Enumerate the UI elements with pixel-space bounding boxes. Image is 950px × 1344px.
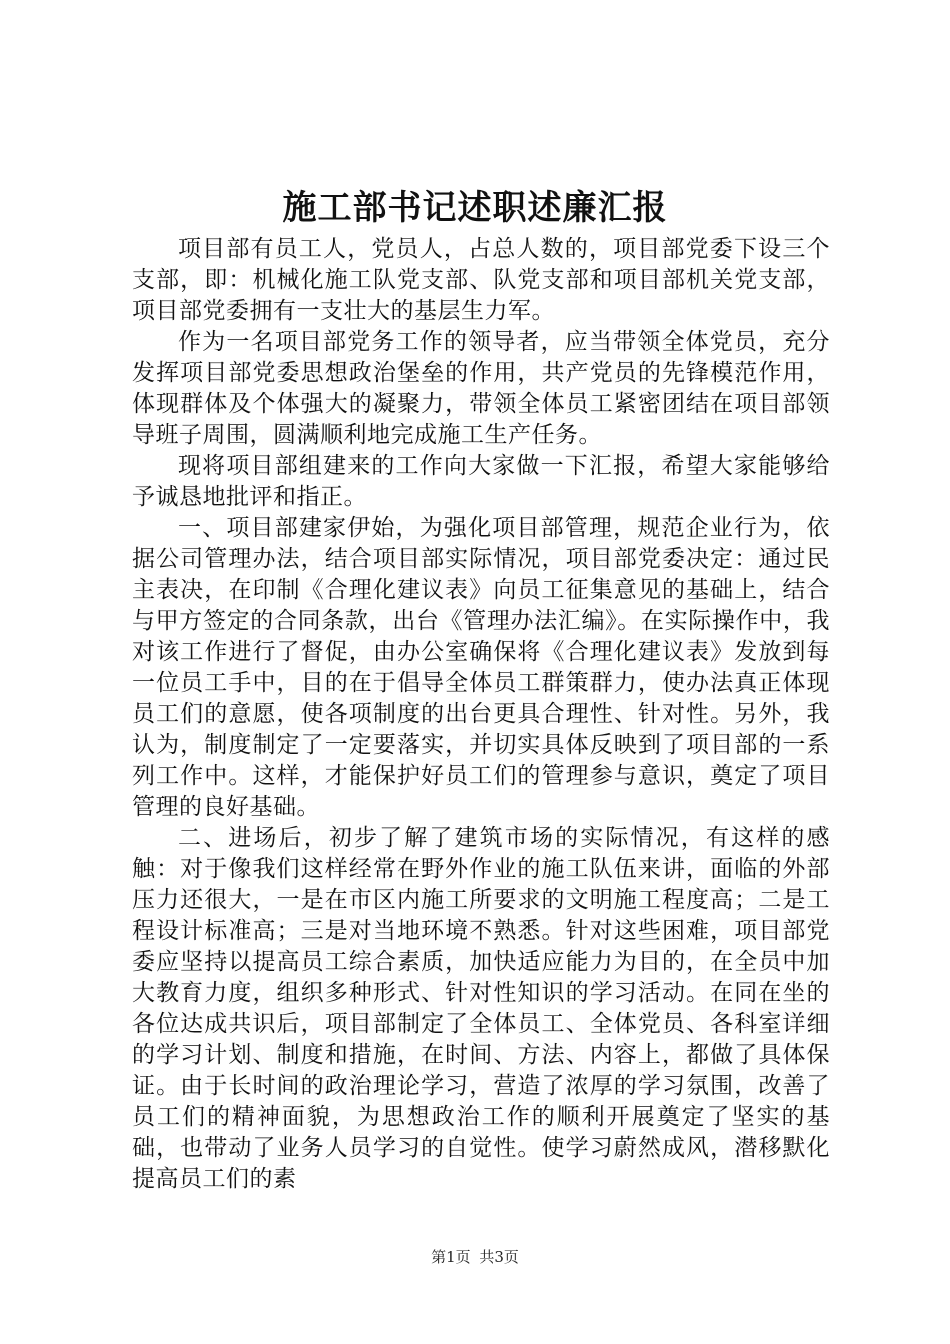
page-number: 第1页 <box>431 1248 471 1266</box>
paragraph: 项目部有员工人，党员人，占总人数的，项目部党委下设三个支部，即：机械化施工队党支部、队党支部和项目部机关党支部，项目部党委拥有一支壮大的基层生力军。 <box>132 236 830 324</box>
document-body <box>132 234 830 1195</box>
document-title: 施工部书记述职述廉汇报 <box>282 188 668 228</box>
paragraph: 二、进场后，初步了解了建筑市场的实际情况，有这样的感触：对于像我们这样经常在野外作业的施工队伍来讲，面临的外部压力还很大，一是在市区内施工所要求的文明施工程度高；二是工程设计标准高；三是对当地环境不熟悉。针对这些困难，项目部党委应坚持以提高员工综合素质，加快适应能力为目的，在全员中加大教育力度，组织多种形式、针对性知识的学习活动。在同在坐的各位达成共识后，项目部制定了全体员工、全体党员、各科室详细的学习计划、制度和措施，在时间、方法、内容上，都做了具体保证。由于长时间的政治理论学习，营造了浓厚的学习氛围，改善了员工们的精神面貌，为思想政治工作的顺利开展奠定了坚实的基础，也带动了业务人员学习的自觉性。使学习蔚然成风，潜移默化提高员工们的素 <box>132 825 830 1192</box>
paragraph: 一、项目部建家伊始，为强化项目部管理，规范企业行为，依据公司管理办法，结合项目部实际情况，项目部党委决定：通过民主表决，在印制《合理化建议表》向员工征集意见的基础上，结合与甲方签定的合同条款，出台《管理办法汇编》。在实际操作中，我对该工作进行了督促，由办公室确保将《合理化建议表》发放到每一位员工手中，目的在于倡导全体员工群策群力，使办法真正体现员工们的意愿，使各项制度的出台更具合理性、针对性。另外，我认为，制度制定了一定要落实，并切实具体反映到了项目部的一系列工作中。这样，才能保护好员工们的管理参与意识，奠定了项目管理的良好基础。 <box>132 515 830 820</box>
paragraph: 作为一名项目部党务工作的领导者，应当带领全体党员，充分发挥项目部党委思想政治堡垒的作用，共产党员的先锋模范作用，体现群体及个体强大的凝聚力，带领全体员工紧密团结在项目部领导班子周围，圆满顺利地完成施工生产任务。 <box>132 329 830 448</box>
paragraph: 现将项目部组建来的工作向大家做一下汇报，希望大家能够给予诚恳地批评和指正。 <box>132 453 830 510</box>
page-total: 共3页 <box>479 1248 519 1266</box>
page-footer <box>0 1247 950 1267</box>
